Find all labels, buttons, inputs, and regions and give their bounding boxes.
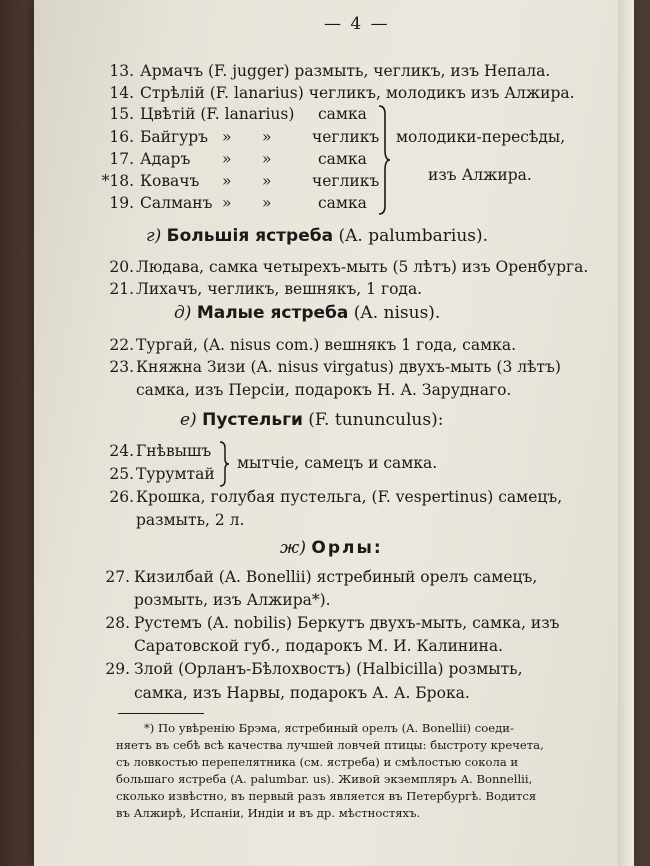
ditto-mark: »: [262, 194, 272, 212]
section-latin: (A. nisus).: [353, 303, 441, 323]
section-title: Большія ястреба: [166, 226, 334, 246]
entry-number: 16.: [109, 128, 134, 146]
entry-name: Турумтай: [136, 465, 215, 483]
section-title: Пустельги: [202, 410, 303, 430]
entry-text: Рустемъ (A. nobilis) Беркутъ двухъ-мыть, самка, изъ: [134, 614, 560, 632]
ditto-mark: »: [262, 150, 272, 168]
entry-number: 29.: [105, 660, 130, 678]
entry-sex: самка: [318, 105, 367, 123]
footnote-line: сколько извѣстно, въ первый разъ является въ Петербургѣ. Водится: [116, 789, 537, 803]
section-heading: [146, 226, 488, 246]
entry-number: 26.: [109, 488, 134, 506]
entry-text: Кизилбай (A. Bonellii) ястребиный орелъ самецъ,: [134, 568, 538, 586]
pair-note: мытчіе, самецъ и самка.: [237, 454, 438, 472]
section-heading: [280, 538, 383, 558]
entry-text: Армачъ (F. jugger) размыть, чегликъ, изъ Непала.: [140, 62, 551, 80]
group-note: молодики-пересѣды,: [396, 128, 566, 146]
ditto-mark: »: [222, 128, 232, 146]
section-latin: (A. palumbarius).: [338, 226, 489, 246]
section-title: Малые ястреба: [196, 303, 349, 323]
entry-text-continued: самка, изъ Персіи, подарокъ Н. А. Заруднаго.: [136, 381, 512, 399]
entry-sex: чегликъ: [312, 172, 380, 190]
section-heading: [174, 303, 440, 323]
entry-name: Цвѣтій (F. lanarius): [140, 105, 295, 123]
entry-text: Тургай, (A. nisus com.) вешнякъ 1 года, самка.: [136, 336, 516, 354]
entry-number: 17.: [109, 150, 134, 168]
entry-text: Людава, самка четырехъ-мыть (5 лѣтъ) изъ Оренбурга.: [136, 258, 589, 276]
entry-text: Стрѣлій (F. lanarius) чегликъ, молодикъ изъ Алжира.: [140, 84, 575, 102]
entry-name: Салманъ: [140, 194, 213, 212]
entry-sex: чегликъ: [312, 128, 380, 146]
entry-number: *18.: [101, 172, 134, 190]
entry-number: 15.: [109, 105, 134, 123]
section-heading: [180, 410, 443, 430]
ditto-mark: »: [222, 172, 232, 190]
entry-number: 22.: [109, 336, 134, 354]
entry-number: 20.: [109, 258, 134, 276]
book-page: [34, 0, 634, 866]
entry-number: 14.: [109, 84, 134, 102]
brace-icon: [377, 104, 391, 216]
entry-sex: самка: [318, 150, 367, 168]
footnote-line: большаго ястреба (A. palumbar. us). Живой экземпляръ A. Bonnellii,: [116, 772, 533, 786]
entry-text-continued: самка, изъ Нарвы, подарокъ А. А. Брока.: [134, 684, 470, 702]
entry-text: Лихачъ, чегликъ, вешнякъ, 1 года.: [136, 280, 423, 298]
footnote-line: съ ловкостью перепелятника (см. ястреба) и смѣлостью сокола и: [116, 755, 519, 769]
entry-name: Адаръ: [140, 150, 191, 168]
entry-text-continued: Саратовской губ., подарокъ М. И. Калинина.: [134, 637, 504, 655]
entry-name: Байгуръ: [140, 128, 208, 146]
section-letter: г): [146, 226, 162, 246]
entry-number: 27.: [105, 568, 130, 586]
footnote-line: *) По увѣренію Брэма, ястребиный орелъ (A. Bonellii) соеди-: [144, 721, 514, 735]
entry-number: 23.: [109, 358, 134, 376]
footnote-rule: [118, 713, 204, 714]
entry-number: 25.: [109, 465, 134, 483]
section-letter: е): [180, 410, 197, 430]
entry-text-continued: розмыть, изъ Алжира*).: [134, 591, 331, 609]
ditto-mark: »: [222, 150, 232, 168]
entry-text-continued: размыть, 2 л.: [136, 511, 245, 529]
entry-number: 28.: [105, 614, 130, 632]
ditto-mark: »: [262, 172, 272, 190]
footnote-line: въ Алжирѣ, Испаніи, Индіи и въ др. мѣстностяхъ.: [116, 806, 421, 820]
entry-number: 21.: [109, 280, 134, 298]
entry-text: Крошка, голубая пустельга, (F. vespertinus) самецъ,: [136, 488, 563, 506]
footnote-line: няетъ въ себѣ всѣ качества лучшей ловчей птицы: быстроту кречета,: [116, 738, 544, 752]
section-latin: (F. tununculus):: [308, 410, 444, 430]
entry-number: 13.: [109, 62, 134, 80]
entry-name: Гнѣвышъ: [136, 442, 212, 460]
entry-text: Злой (Орланъ-Бѣлохвостъ) (Halbicilla) розмыть,: [134, 660, 523, 678]
group-note: изъ Алжира.: [428, 166, 532, 184]
section-title: Орлы:: [311, 538, 383, 558]
ditto-mark: »: [262, 128, 272, 146]
section-letter: д): [174, 303, 192, 323]
entry-text: Княжна Зизи (A. nisus virgatus) двухъ-мыть (3 лѣтъ): [136, 358, 561, 376]
brace-icon: [218, 440, 230, 488]
entry-sex: самка: [318, 194, 367, 212]
entry-name: Ковачъ: [140, 172, 200, 190]
ditto-mark: »: [222, 194, 232, 212]
entry-number: 24.: [109, 442, 134, 460]
section-letter: ж): [280, 538, 306, 558]
entry-number: 19.: [109, 194, 134, 212]
page-edge: [618, 0, 634, 866]
page-number: — 4 —: [324, 14, 390, 34]
